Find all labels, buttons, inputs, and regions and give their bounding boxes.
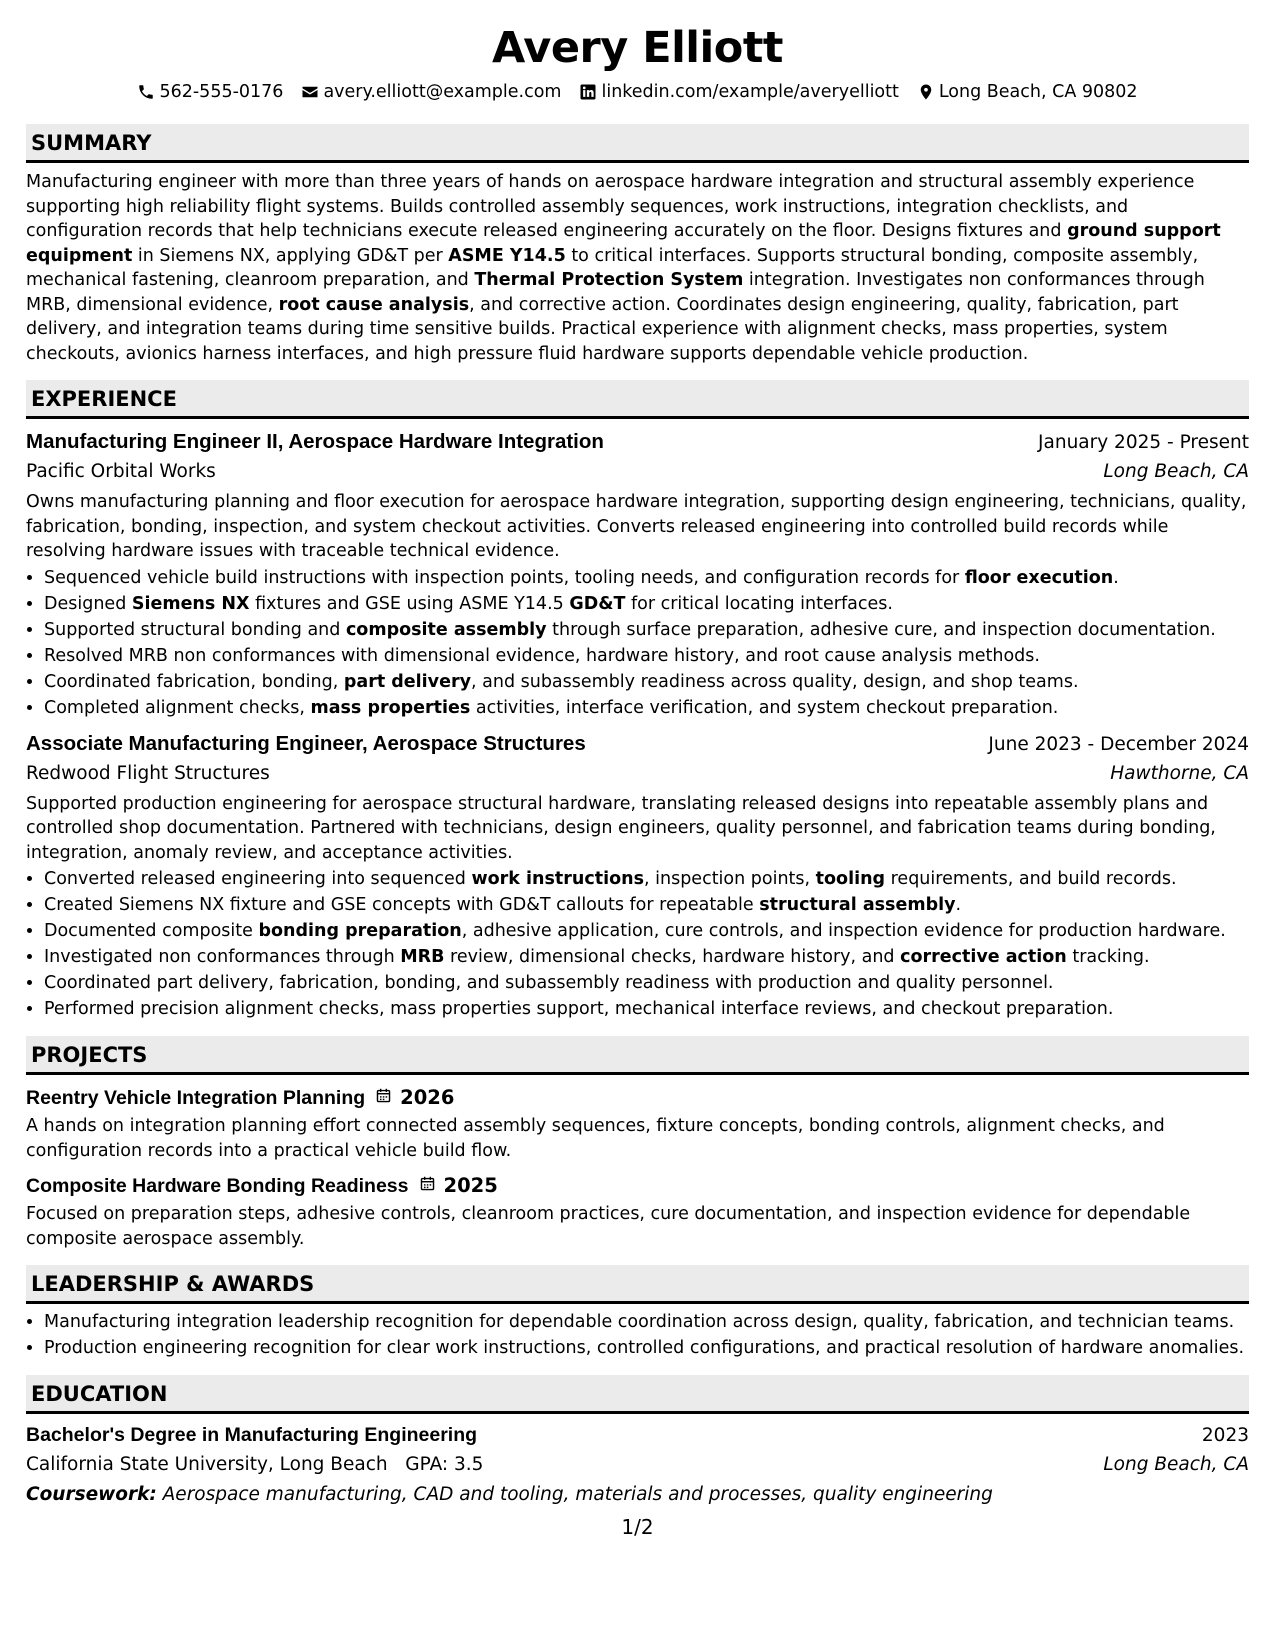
- emphasis-text: mass properties: [310, 697, 471, 718]
- education-entry: [26, 1420, 1249, 1510]
- candidate-name: Avery Elliott: [492, 23, 783, 73]
- job-company: Pacific Orbital Works: [26, 461, 216, 482]
- job-dates: January 2025 - Present: [1038, 432, 1249, 453]
- emphasis-text: bonding preparation: [258, 921, 462, 941]
- text-run: review, dimensional checks, hardware history, and: [444, 947, 901, 967]
- job-company: Redwood Flight Structures: [26, 762, 270, 784]
- emphasis-text: root cause analysis: [278, 294, 470, 315]
- project-title: Reentry Vehicle Integration Planning: [26, 1087, 366, 1109]
- coursework-text: Aerospace manufacturing, CAD and tooling, materials and processes, quality engineering: [162, 1484, 993, 1505]
- text-run: .: [955, 895, 962, 915]
- project-description: Focused on preparation steps, adhesive controls, cleanroom practices, cure documentation, and inspection evidence for dependable composite aerospace assembly.: [26, 1204, 1191, 1249]
- calendar-icon: [375, 1083, 392, 1113]
- job-dates: June 2023 - December 2024: [988, 733, 1249, 755]
- section-heading-projects: PROJECTS: [26, 1036, 1249, 1075]
- text-run: through surface preparation, adhesive cure, and inspection documentation.: [546, 619, 1216, 640]
- map-pin-icon: [917, 83, 935, 101]
- project-year: 2025: [443, 1174, 498, 1197]
- section-heading-experience: EXPERIENCE: [26, 380, 1249, 419]
- list-item: [44, 919, 1249, 944]
- section-heading-summary: SUMMARY: [26, 124, 1249, 163]
- list-item: [44, 644, 1249, 669]
- emphasis-text: corrective action: [900, 947, 1067, 967]
- education-location: Long Beach, CA: [1103, 1454, 1249, 1475]
- job-description: Owns manufacturing planning and floor execution for aerospace hardware integration, supporting design engineering, technicians, quality, fabrication, bonding, inspection, and system checkout activities. Converts released engineering into controlled build records while resolving hardware issues with traceable technical evidence.: [26, 492, 1247, 561]
- job-entry: [26, 729, 1249, 1023]
- text-run: requirements, and build records.: [885, 869, 1177, 889]
- location-text: Long Beach, CA 90802: [938, 82, 1138, 102]
- degree-title: Bachelor's Degree in Manufacturing Engineering: [26, 1424, 478, 1446]
- emphasis-text: ASME Y14.5: [448, 245, 566, 266]
- graduation-year: 2023: [1201, 1425, 1249, 1446]
- emphasis-text: Siemens NX: [131, 593, 250, 614]
- emphasis-text: ground support equipment: [26, 221, 1221, 266]
- contact-location: [917, 80, 1138, 104]
- text-run: Created Siemens NX fixture and GSE concepts with GD&T callouts for repeatable: [44, 895, 760, 915]
- phone-icon: [137, 83, 155, 101]
- contact-phone: [137, 80, 283, 104]
- envelope-icon: [301, 83, 319, 101]
- text-run: Investigated non conformances through: [44, 947, 401, 967]
- section-heading-education: EDUCATION: [26, 1375, 1249, 1414]
- project-title: Composite Hardware Bonding Readiness: [26, 1175, 409, 1197]
- linkedin-icon: [579, 83, 597, 101]
- contact-bar: [26, 80, 1249, 104]
- emphasis-text: part delivery: [343, 671, 471, 692]
- job-title: Manufacturing Engineer II, Aerospace Hardware Integration: [26, 430, 604, 453]
- text-run: Coordinated fabrication, bonding,: [44, 671, 344, 692]
- job-entry: [26, 427, 1249, 721]
- list-item: [44, 696, 1249, 721]
- text-run: in Siemens NX, applying GD&T per: [132, 245, 449, 266]
- emphasis-text: work instructions: [471, 869, 644, 889]
- emphasis-text: tooling: [815, 869, 886, 889]
- project-entry: [26, 1083, 1249, 1163]
- section-heading-leadership: LEADERSHIP & AWARDS: [26, 1265, 1249, 1304]
- list-item: • Production engineering recognition for clear work instructions, controlled configurations, and practical resolution of hardware anomalies.: [44, 1336, 1249, 1361]
- job-bullets: [26, 566, 1249, 721]
- text-run: Converted released engineering into sequenced: [44, 869, 472, 889]
- text-run: Manufacturing engineer with more than three years of hands on aerospace hardware integration and structural assembly experience supporting high reliability flight systems. Builds controlled assembly sequences, work instructions, integration checklists, and configuration records that help technicians execute released engineering accurately on the floor. Designs fixtures and: [26, 172, 1195, 241]
- list-item: [44, 997, 1249, 1022]
- gpa: GPA: 3.5: [405, 1454, 484, 1475]
- project-entry: [26, 1171, 1249, 1251]
- institution-name: California State University, Long Beach: [26, 1454, 388, 1475]
- coursework: [26, 1480, 1249, 1510]
- text-run: Coordinated part delivery, fabrication, bonding, and subassembly readiness with production and quality personnel.: [44, 973, 1054, 993]
- text-run: Sequenced vehicle build instructions with inspection points, tooling needs, and configuration records for: [44, 567, 965, 588]
- text-run: , adhesive application, cure controls, and inspection evidence for production hardware.: [461, 921, 1226, 941]
- coursework-label: Coursework:: [26, 1484, 157, 1505]
- text-run: Documented composite: [44, 921, 259, 941]
- phone-text: 562-555-0176: [159, 82, 284, 102]
- list-item: [44, 945, 1249, 970]
- list-item: [44, 867, 1249, 892]
- job-description: Supported production engineering for aerospace structural hardware, translating released designs into repeatable assembly plans and controlled shop documentation. Partnered with technicians, design engineers, quality personnel, and fabrication teams during bonding, integration, anomaly review, and acceptance activities.: [26, 793, 1216, 863]
- summary-text: [26, 170, 1249, 366]
- list-item: [44, 566, 1249, 591]
- text-run: to critical interfaces. Supports structural bonding, composite assembly, mechanical fastening, cleanroom preparation, and: [26, 245, 1199, 290]
- text-run: , and corrective action. Coordinates design engineering, quality, fabrication, part delivery, and integration teams during time sensitive builds. Practical experience with alignment checks, mass properties, system checkouts, avionics harness interfaces, and high pressure fluid hardware supports dependable vehicle production.: [26, 294, 1179, 364]
- emphasis-text: floor execution: [964, 567, 1114, 588]
- project-year: 2026: [400, 1086, 455, 1109]
- project-description: A hands on integration planning effort connected assembly sequences, fixture concepts, bonding controls, alignment checks, and configuration records into a practical vehicle build flow.: [26, 1116, 1165, 1161]
- list-item: [44, 592, 1249, 617]
- list-item: [44, 618, 1249, 643]
- job-bullets: [26, 867, 1249, 1022]
- list-item: • Manufacturing integration leadership recognition for dependable coordination across design, quality, fabrication, and technician teams.: [44, 1310, 1249, 1335]
- text-run: Performed precision alignment checks, mass properties support, mechanical interface reviews, and checkout preparation.: [44, 999, 1114, 1019]
- text-run: .: [1113, 567, 1119, 588]
- list-item: [44, 670, 1249, 695]
- text-run: Designed: [44, 593, 132, 614]
- text-run: Completed alignment checks,: [44, 697, 311, 718]
- linkedin-text: linkedin.com/example/averyelliott: [601, 82, 899, 102]
- text-run: for critical locating interfaces.: [625, 593, 893, 614]
- text-run: , and subassembly readiness across quality, design, and shop teams.: [471, 671, 1079, 692]
- email-text: avery.elliott@example.com: [323, 82, 562, 102]
- job-location: Long Beach, CA: [1103, 461, 1249, 482]
- page-number: 1/2: [621, 1515, 654, 1539]
- text-run: tracking.: [1066, 947, 1150, 967]
- contact-linkedin[interactable]: [579, 80, 898, 104]
- text-run: Supported structural bonding and: [44, 619, 346, 640]
- list-item: [44, 893, 1249, 918]
- list-item: [44, 971, 1249, 996]
- emphasis-text: Thermal Protection System: [474, 270, 744, 290]
- text-run: activities, interface verification, and system checkout preparation.: [470, 697, 1059, 718]
- text-run: fixtures and GSE using ASME Y14.5: [249, 593, 570, 614]
- emphasis-text: structural assembly: [759, 895, 956, 915]
- text-run: , inspection points,: [644, 869, 816, 889]
- calendar-icon: [419, 1171, 436, 1201]
- emphasis-text: MRB: [400, 947, 445, 967]
- job-title: Associate Manufacturing Engineer, Aerospace Structures: [26, 731, 586, 755]
- text-run: Resolved MRB non conformances with dimensional evidence, hardware history, and root cause analysis methods.: [44, 645, 1040, 666]
- resume-page: [26, 22, 1249, 1510]
- emphasis-text: GD&T: [569, 593, 626, 614]
- contact-email[interactable]: [301, 80, 561, 104]
- leadership-list: [26, 1310, 1249, 1361]
- text-run: integration. Investigates non conformances through MRB, dimensional evidence,: [26, 270, 1205, 315]
- emphasis-text: composite assembly: [345, 619, 547, 640]
- job-location: Hawthorne, CA: [1110, 762, 1249, 784]
